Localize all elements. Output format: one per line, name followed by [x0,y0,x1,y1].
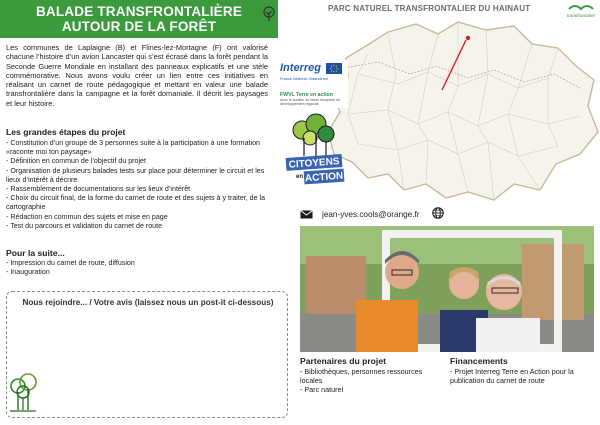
list-item: - Constitution d’un groupe de 3 personnes suite à la participation à une formation «raconte moi ton paysage» [6,139,260,157]
postit-area[interactable] [6,291,288,418]
team-photo [300,226,594,352]
next-steps-list [6,259,266,277]
fwvl-title: FWVL Terre en action [280,92,333,98]
citoyens-en-action-logo [282,112,346,192]
steps-list [6,139,274,231]
contact-email-link[interactable]: jean-yves.cools@orange.fr [322,209,420,219]
globe-icon[interactable] [432,207,444,219]
steps-heading: Les grandes étapes du projet [6,127,126,137]
list-item: - Test du parcours et validation du carnet de route [6,221,163,230]
page-title-line-2: AUTOUR DE LA FORÊT [61,19,217,34]
fwvl-subtitle: Avec le soutien du fonds européen de développement régional [280,98,341,107]
postit-prompt: Nous rejoindre... / Votre avis (laissez nous un post-it ci-dessous) [22,298,274,307]
trees-logo-icon [8,372,38,416]
list-item: - Impression du carnet de route, diffusion [6,259,135,267]
contact-row [300,208,420,220]
action-text: ACTION [304,170,344,185]
funding-heading: Financements [450,356,508,366]
funding-list [450,367,596,385]
citoyens-text: CITOYENS [288,156,340,171]
mail-icon [300,210,313,219]
interreg-logo-subtitle: France-Wallonie-Vlaanderen [280,77,329,81]
intro-paragraph: Les communes de Laplaigne (B) et Flines-lez-Mortagne (F) ont valorisé chacune l’histoire d’un avion Lancaster qui s’est écrasé dans la forêt pendant la Seconde Guerre Mondiale en installant des panneaux explicatifs et une stèle commémorative. Nous avons voulu créer un lien entre ces initiatives en réalisant un carnet de route pédagogique et mettant en valeur une balade transfrontalière dans la campagne et la forêt domaniale. Il décrit les paysages et leur histoire. [6,43,268,108]
list-item: - Organisation de plusieurs balades tests sur place pour déterminer le circuit et les lieux d’intérêt à décrire [6,166,265,184]
eu-flag-icon [326,63,342,74]
list-item: - Rassemblement de documentations sur les lieux d’intérêt [6,185,191,194]
park-map [318,14,600,202]
list-item: - Choix du circuit final, de la forme du carnet de route et des sujets à y traiter, de la cartographie [6,194,266,212]
list-item: - Rédaction en commun des sujets et mise en page [6,212,168,221]
page-title-line-1: BALADE TRANSFRONTALIÈRE [35,4,243,19]
list-item: - Définition en commun de l’objectif du projet [6,157,146,166]
citoyens-en-text: en [296,174,304,180]
partners-heading: Partenaires du projet [300,356,386,366]
title-banner [0,0,278,38]
list-item: - Bibliothèques, personnes ressources locales [300,367,423,385]
next-steps-heading: Pour la suite... [6,248,65,258]
park-logo-text: transfrontalier [566,13,596,18]
tree-icon [262,6,276,22]
park-title: PARC NATUREL TRANSFRONTALIER DU HAINAUT [328,4,531,13]
interreg-logo-text: Interreg [280,62,321,74]
partners-list [300,367,430,394]
map-marker-icon [466,36,470,40]
list-item: - Parc naturel [300,385,344,394]
list-item: - Inauguration [6,268,50,277]
list-item: - Projet Interreg Terre en Action pour la publication du carnet de route [450,367,574,385]
